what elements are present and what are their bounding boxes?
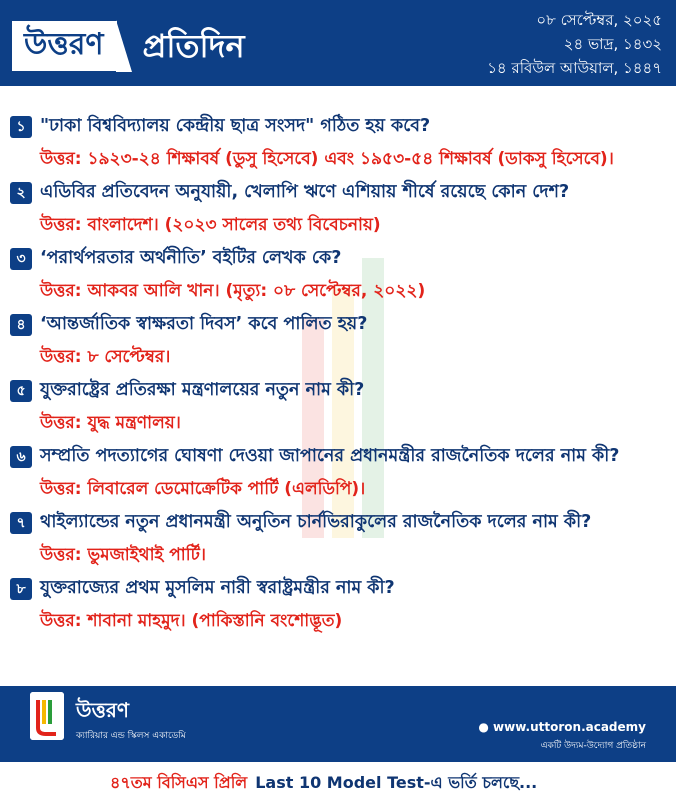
brand-tagline: প্রতিদিন (142, 27, 245, 65)
website-subtitle: একটি উদ্যম-উদ্যোগ প্রতিষ্ঠান (540, 741, 646, 751)
question-text: ‘আন্তর্জাতিক স্বাক্ষরতা দিবস’ কবে পালিত হয়? (40, 313, 368, 334)
answer-text: উত্তর: বাংলাদেশ। (২০২৩ সালের তথ্য বিবেচনায়) (40, 215, 381, 235)
question-number-badge: ৪ (10, 314, 32, 336)
qa-item (10, 176, 670, 242)
qa-item (10, 110, 670, 176)
header-bar (0, 0, 676, 86)
promo-text: Last 10 Model Test-এ ভর্তি চলছে... (255, 773, 538, 792)
question-number-badge: ৩ (10, 248, 32, 270)
question-number-badge: ৮ (10, 578, 32, 600)
academy-subtitle: ক্যারিয়ার এন্ড স্কিলস একাডেমি (76, 731, 186, 741)
answer-text: উত্তর: যুদ্ধ মন্ত্রণালয়। (40, 413, 181, 433)
answer-text: উত্তর: ৮ সেপ্টেম্বর। (40, 347, 171, 367)
question-number-badge: ৫ (10, 380, 32, 402)
website-link[interactable]: ● www.uttoron.academy (478, 720, 646, 734)
answer-text: উত্তর: ভুমজাইথাই পার্টি। (40, 545, 206, 565)
qa-item (10, 440, 670, 506)
qa-item (10, 374, 670, 440)
promo-banner[interactable] (0, 762, 676, 800)
question-text: এডিবির প্রতিবেদন অনুযায়ী, খেলাপি ঋণে এশিয়ায় শীর্ষে রয়েছে কোন দেশ? (40, 181, 570, 202)
question-number-badge: ১ (10, 116, 32, 138)
brand-name: উত্তরণ (12, 21, 117, 71)
date-gregorian: ০৮ সেপ্টেম্বর, ২০২৫ (536, 11, 662, 29)
question-text: "ঢাকা বিশ্ববিদ্যালয় কেন্দ্রীয় ছাত্র সংসদ" গঠিত হয় কবে? (40, 115, 431, 136)
question-text: যুক্তরাজ্যের প্রথম মুসলিম নারী স্বরাষ্ট্রমন্ত্রীর নাম কী? (40, 577, 395, 598)
question-number-badge: ৬ (10, 446, 32, 468)
question-text: ‘পরার্থপরতার অর্থনীতি’ বইটির লেখক কে? (40, 247, 342, 268)
qa-item (10, 242, 670, 308)
qa-item (10, 506, 670, 572)
date-hijri: ১৪ রবিউল আউয়াল, ১৪৪৭ (487, 59, 662, 77)
question-text: থাইল্যান্ডের নতুন প্রধানমন্ত্রী অনুতিন চার্নভিরাকুলের রাজনৈতিক দলের নাম কী? (40, 511, 592, 532)
date-bangla: ২৪ ভাদ্র, ১৪৩২ (563, 35, 662, 53)
qa-item (10, 308, 670, 374)
answer-text: উত্তর: ১৯২৩-২৪ শিক্ষাবর্ষ (ডুসু হিসেবে) এবং ১৯৫৩-৫৪ শিক্ষাবর্ষ (ডাকসু হিসেবে)। (40, 149, 614, 169)
date-block (487, 8, 662, 80)
qa-item (10, 572, 670, 638)
question-text: যুক্তরাষ্ট্রের প্রতিরক্ষা মন্ত্রণালয়ের নতুন নাম কী? (40, 379, 365, 400)
question-number-badge: ৭ (10, 512, 32, 534)
answer-text: উত্তর: শাবানা মাহমুদ। (পাকিস্তানি বংশোদ্ভূত) (40, 611, 343, 631)
answer-text: উত্তর: লিবারেল ডেমোক্রেটিক পার্টি (এলডিপি)। (40, 479, 366, 499)
academy-logo-icon (30, 692, 64, 740)
brand-logo (12, 20, 245, 72)
question-number-badge: ২ (10, 182, 32, 204)
answer-text: উত্তর: আকবর আলি খান। (মৃত্যু: ০৮ সেপ্টেম্বর, ২০২২) (40, 281, 426, 301)
question-text: সম্প্রতি পদত্যাগের ঘোষণা দেওয়া জাপানের প্রধানমন্ত্রীর রাজনৈতিক দলের নাম কী? (40, 445, 620, 466)
brand-slash-divider (116, 20, 132, 72)
academy-name: উত্তরণ (76, 698, 129, 722)
promo-course: ৪৭তম বিসিএস প্রিলি (110, 773, 248, 792)
footer (0, 686, 676, 800)
